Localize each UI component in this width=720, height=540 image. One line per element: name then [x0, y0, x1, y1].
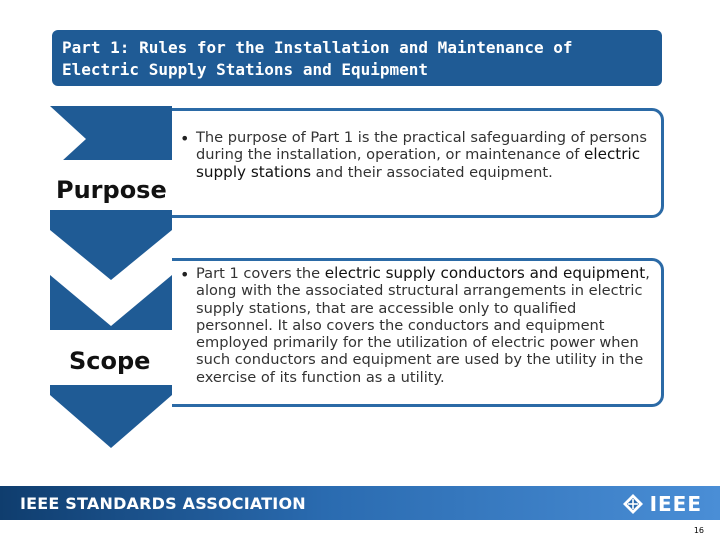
purpose-chevron-bottom	[50, 210, 172, 280]
page-number: 16	[693, 526, 704, 535]
scope-text	[196, 265, 656, 386]
title-line-2: Electric Supply Stations and Equipment	[62, 60, 429, 79]
scope-label: Scope	[69, 347, 151, 375]
purpose-text-part-1: The purpose of Part 1 is the practical safeguarding of persons during the installation, operation, or maintenance of	[196, 129, 648, 164]
bullet-icon: •	[180, 265, 190, 284]
purpose-text-highlight: electric supply stations	[196, 145, 641, 181]
scope-text-part-1: Part 1 covers the	[196, 265, 325, 282]
ieee-diamond-icon	[622, 493, 644, 515]
scope-text-part-3: , along with the associated structural arrangements in electric supply stations, that are accessible only to qualified personnel. It also covers the conductors and equipment employed primarily for the utilization of electric power when such conductors and equipment are used by the utility in the exercise of its function as a utility.	[196, 265, 650, 386]
bullet-icon: •	[180, 129, 190, 148]
scope-chevron	[50, 275, 172, 330]
footer-bar	[0, 486, 720, 520]
ieee-logo	[622, 490, 702, 518]
scope-chevron-bottom	[50, 385, 172, 448]
title-line-1: Part 1: Rules for the Installation and Maintenance of	[62, 38, 573, 57]
purpose-label: Purpose	[56, 176, 167, 204]
scope-panel	[172, 258, 664, 407]
purpose-text	[196, 129, 656, 181]
purpose-text-part-3: and their associated equipment.	[311, 163, 553, 181]
purpose-panel	[172, 108, 664, 218]
footer-left-text: IEEE STANDARDS ASSOCIATION	[20, 494, 306, 513]
scope-text-highlight: electric supply conductors and equipment	[324, 264, 646, 282]
ieee-wordmark: IEEE	[649, 492, 702, 516]
